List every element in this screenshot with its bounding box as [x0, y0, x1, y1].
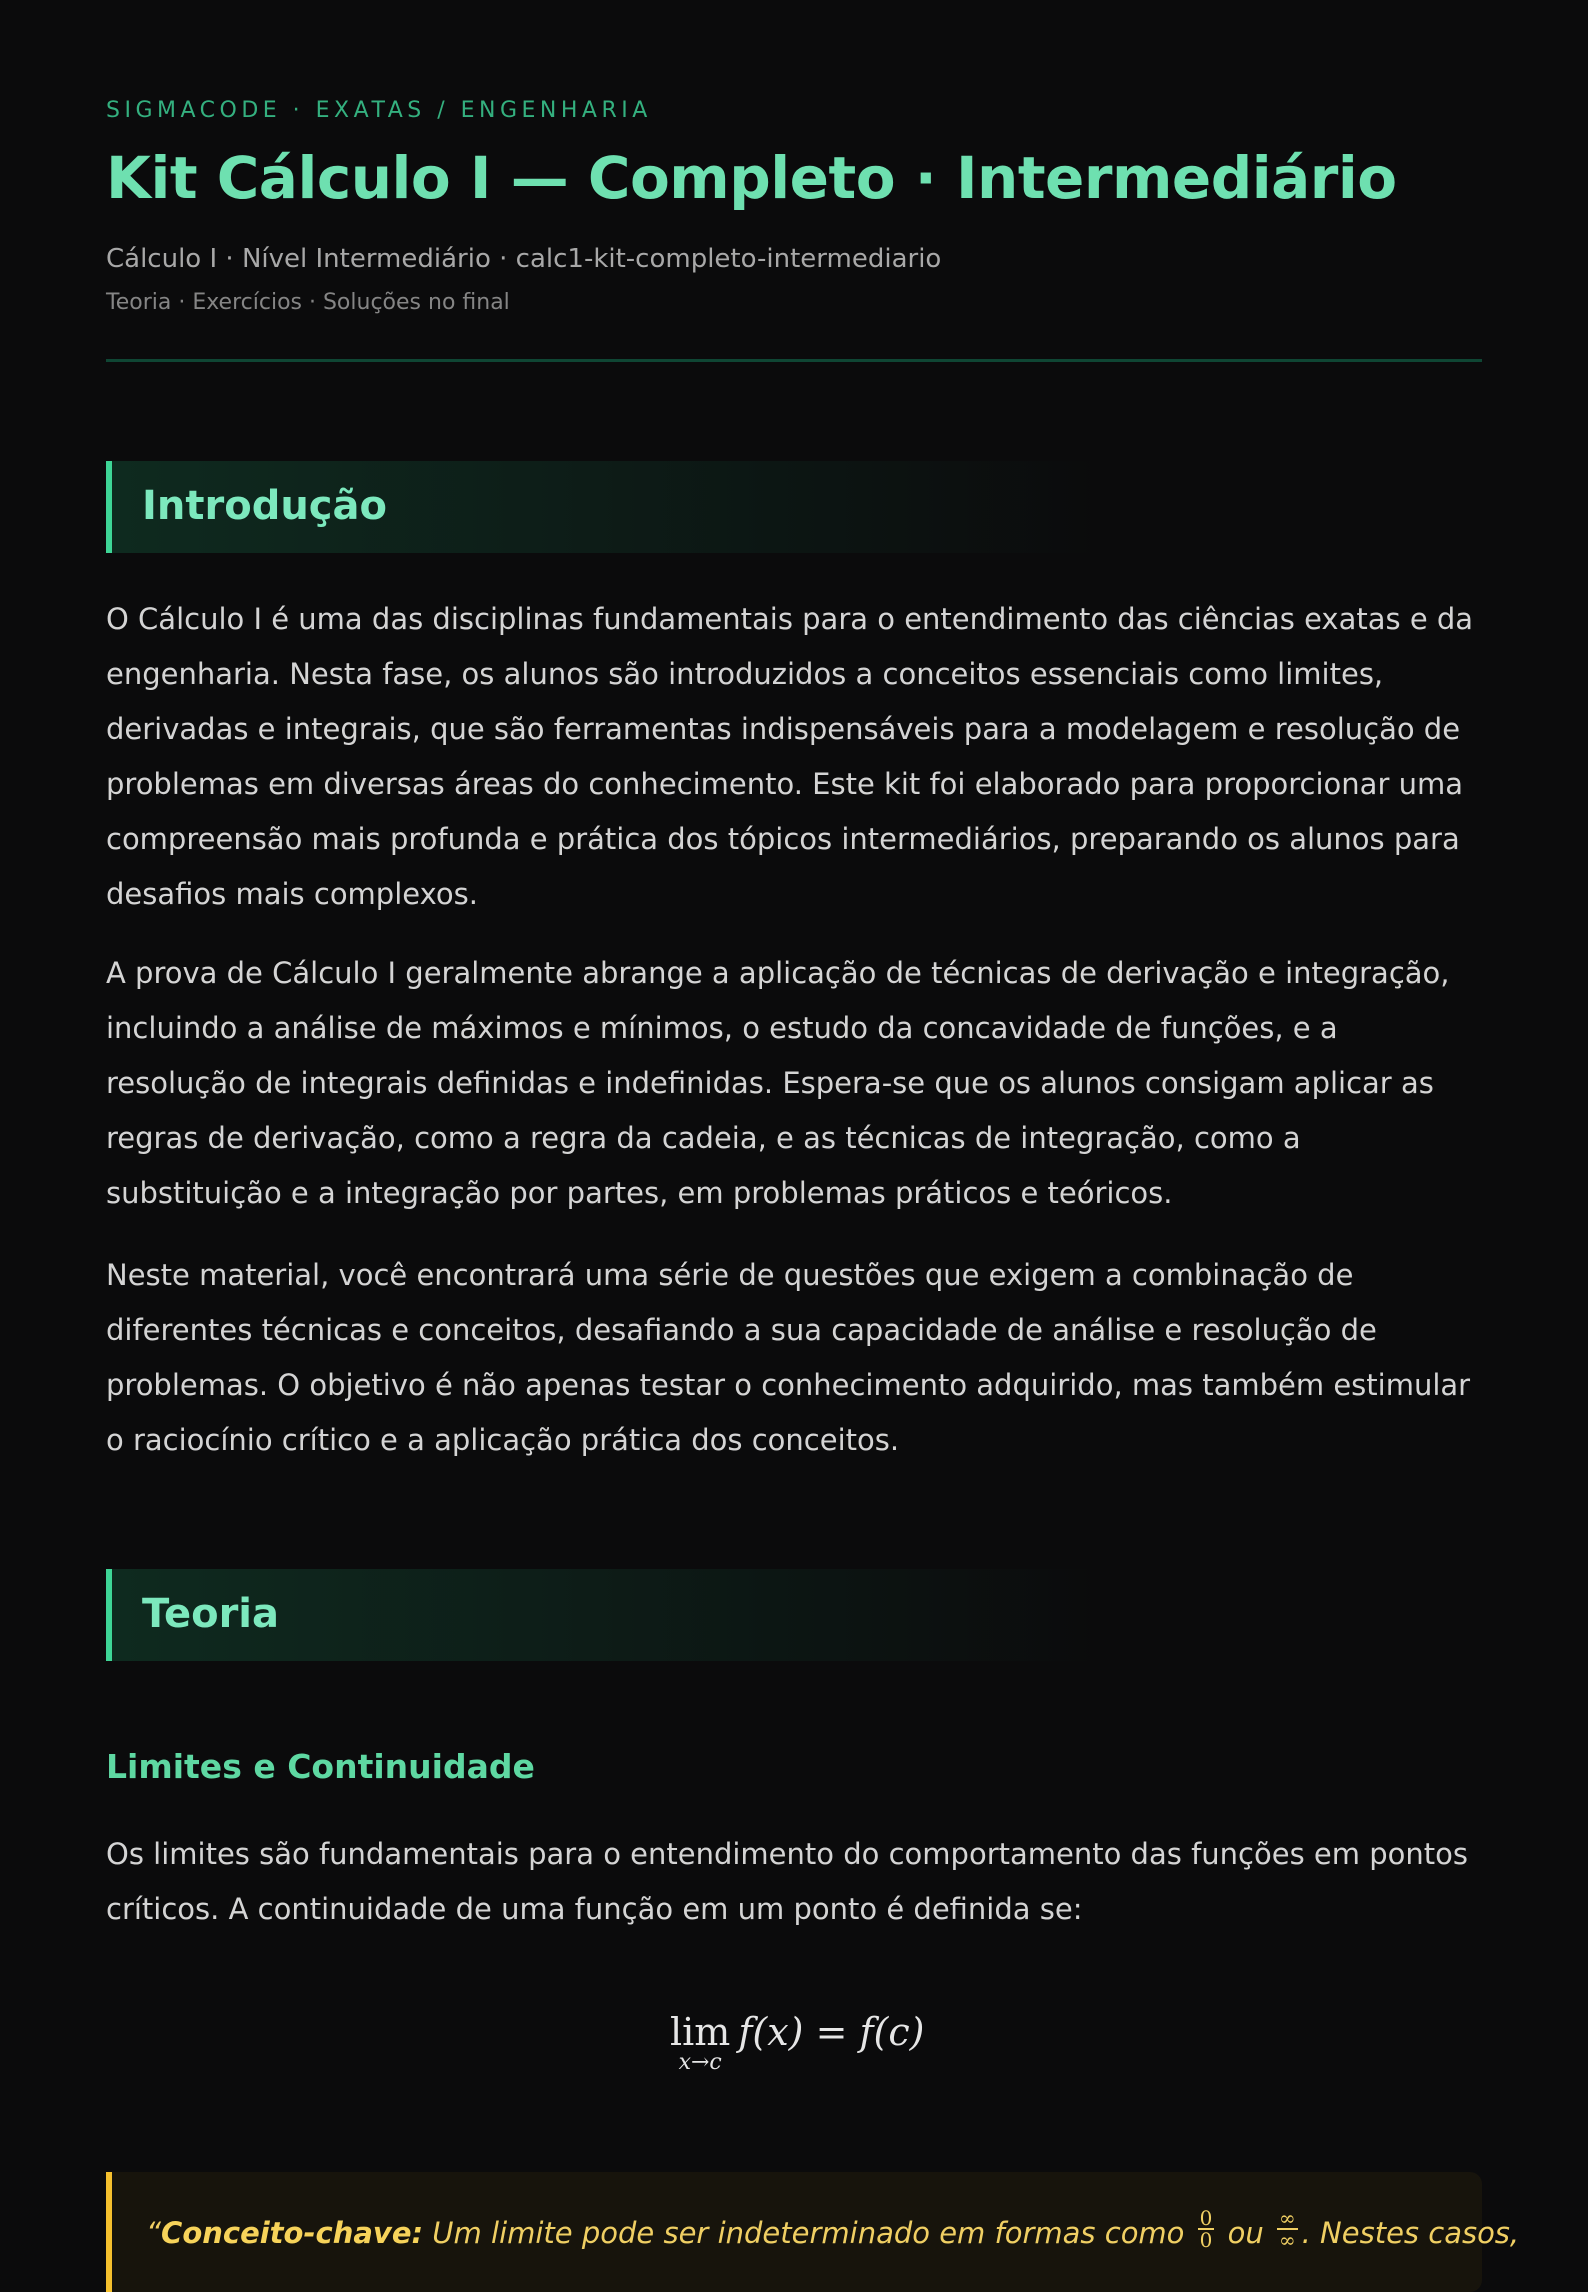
limit-word: lim: [670, 2010, 731, 2054]
fraction-zero-over-zero: [1198, 2208, 1215, 2250]
formula-body: [670, 2010, 924, 2074]
section-heading-intro: [106, 461, 1482, 553]
intro-paragraph-1: O Cálculo I é uma das disciplinas fundamentais para o entendimento das ciências exatas e da engenharia. Nesta fase, os alunos são introduzidos a conceitos essenciais como limites, derivadas e integrais, que são ferramentas indispensáveis para a modelagem e resolução de problemas em diversas áreas do conhecimento. Este kit foi elaborado para proporcionar uma compreensão mais profunda e prática dos tópicos intermediários, preparando os alunos para desafios mais complexos.: [106, 602, 1474, 911]
intro-paragraph-3: Neste material, você encontrará uma série de questões que exigem a combinação de diferentes técnicas e conceitos, desafiando a sua capacidade de análise e resolução de problemas. O objetivo é não apenas testar o conhecimento adquirido, mas também estimular o raciocínio crítico e a aplicação prática dos conceitos.: [106, 1258, 1471, 1457]
callout-connector: ou: [1218, 2216, 1273, 2250]
fraction-1-numerator: 0: [1199, 2206, 1213, 2230]
section-heading-theory: [106, 1569, 1482, 1661]
key-concept-callout: [106, 2172, 1520, 2292]
fraction-1-denominator: 0: [1199, 2228, 1213, 2252]
callout-open-quote: “: [146, 2216, 162, 2250]
intro-paragraph-2: A prova de Cálculo I geralmente abrange a aplicação de técnicas de derivação e integração, incluindo a análise de máximos e mínimos, o estudo da concavidade de funções, e a resolução de integrais definidas e indefinidas. Espera-se que os alunos consigam aplicar as regras de derivação, como a regra da cadeia, e as técnicas de integração, como a substituição e a integração por partes, em problemas práticos e teóricos.: [106, 956, 1450, 1210]
limit-subscript: x→c: [678, 2050, 722, 2075]
callout-text-after: . Nestes casos,: [1301, 2216, 1520, 2250]
formula-equation: f(x) = f(c): [738, 2010, 925, 2054]
fraction-2-numerator: ∞: [1278, 2206, 1296, 2230]
section-heading-theory-text: Teoria: [142, 1591, 280, 1637]
header-divider: [106, 359, 1482, 362]
callout-key-label: Conceito-chave:: [161, 2216, 424, 2250]
section-heading-intro-text: Introdução: [142, 483, 387, 529]
fraction-2-denominator: ∞: [1278, 2228, 1296, 2252]
brand-label: SIGMACODE · EXATAS / ENGENHARIA: [106, 98, 652, 123]
theory-paragraph: Os limites são fundamentais para o entendimento do comportamento das funções em pontos críticos. A continuidade de uma função em um ponto é definida se:: [106, 1837, 1468, 1926]
limit-operator: [670, 2010, 730, 2074]
page-title: Kit Cálculo I — Completo · Intermediário: [106, 144, 1397, 212]
fraction-infinity-over-infinity: [1277, 2208, 1298, 2250]
page-subtitle: Cálculo I · Nível Intermediário · calc1-kit-completo-intermediario: [106, 244, 942, 274]
callout-text-before: Um limite pode ser indeterminado em formas como: [423, 2216, 1194, 2250]
subheading-limits: Limites e Continuidade: [106, 1747, 535, 1786]
continuity-formula: [106, 2010, 1482, 2090]
callout-text: [146, 2206, 1520, 2256]
page-meta: Teoria · Exercícios · Soluções no final: [106, 290, 510, 315]
